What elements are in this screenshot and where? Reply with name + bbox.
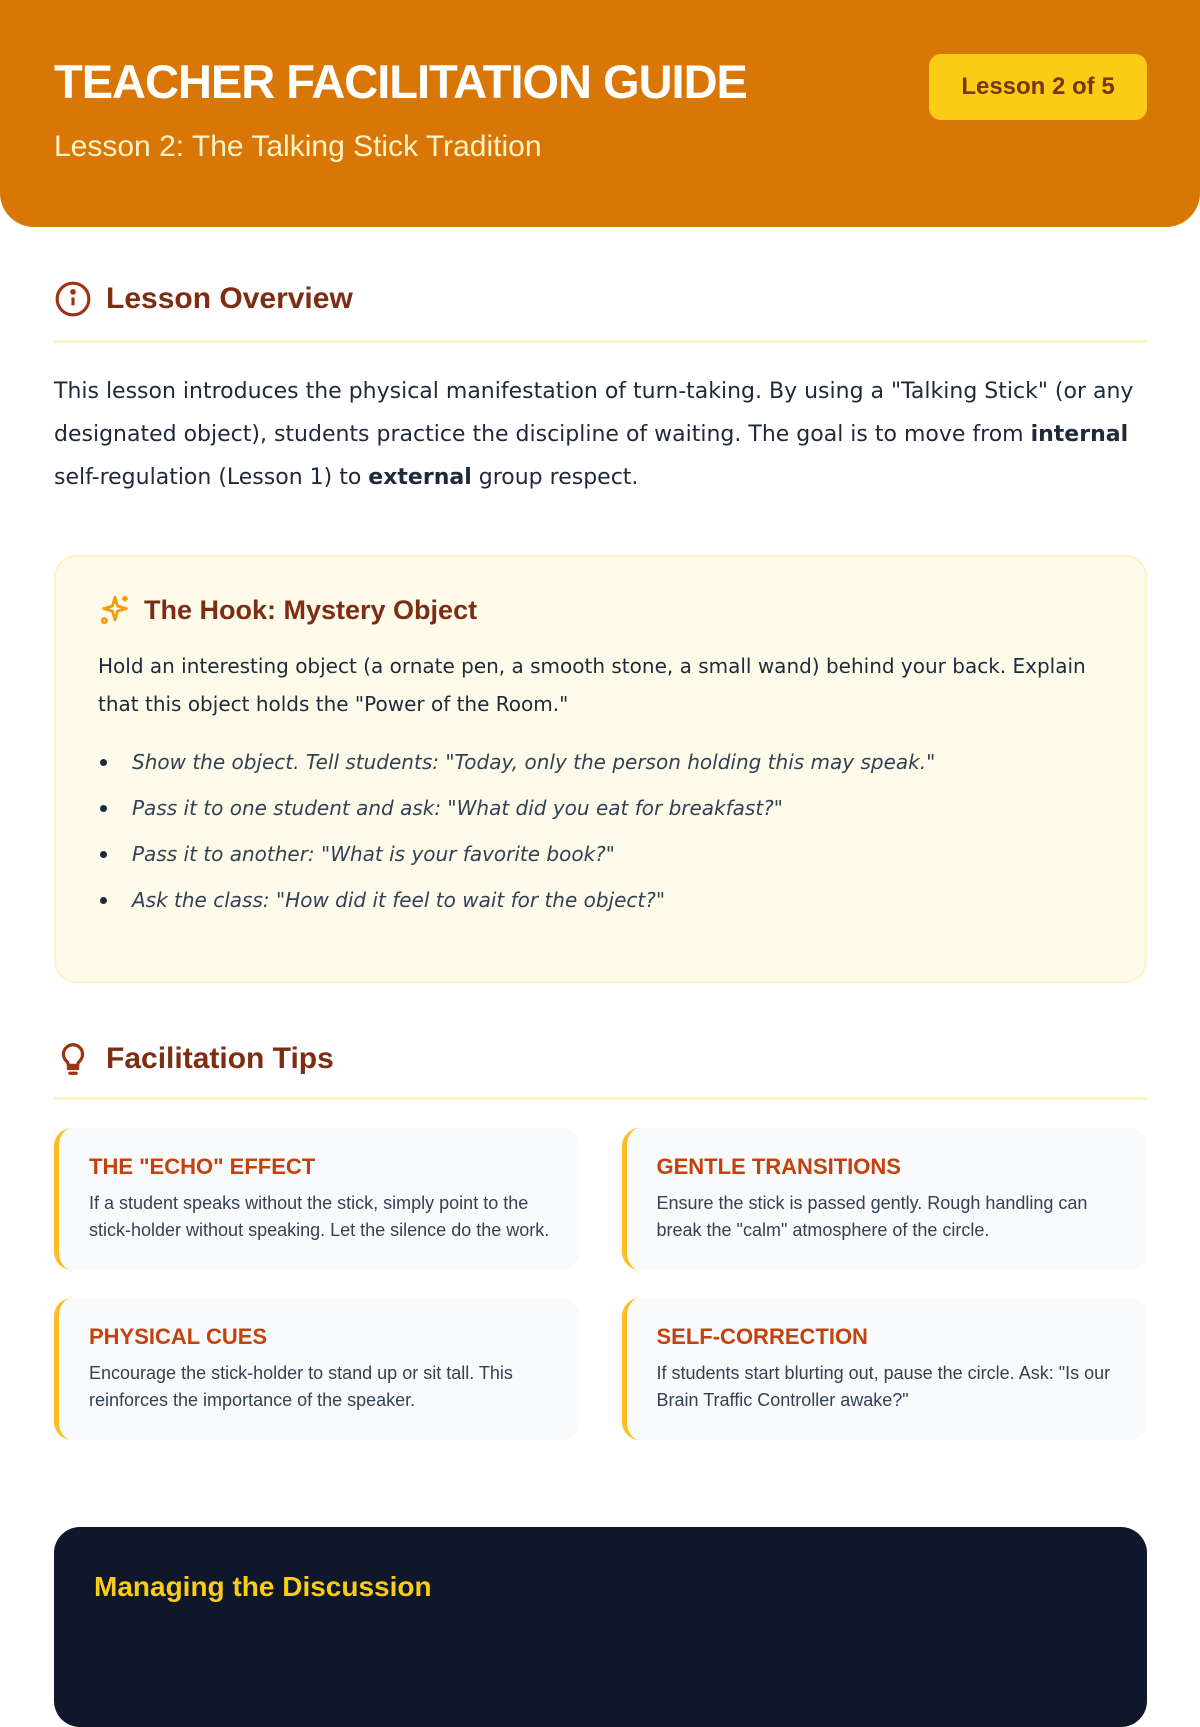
hook-steps <box>98 739 1103 923</box>
discussion-heading: Managing the Discussion <box>94 1571 432 1602</box>
divider <box>54 1097 1147 1100</box>
hook-box <box>54 555 1147 983</box>
list-item: Pass it to one student and ask: "What did you eat for breakfast?" <box>98 785 1103 831</box>
sparkles-icon <box>98 593 132 627</box>
tips-heading: Facilitation Tips <box>54 1040 334 1078</box>
page-header <box>0 0 1200 227</box>
overview-heading-text: Lesson Overview <box>106 282 353 315</box>
list-item: Pass it to another: "What is your favorite book?" <box>98 831 1103 877</box>
tip-card: GENTLE TRANSITIONS Ensure the stick is passed gently. Rough handling can break the "calm" atmosphere of the circle. <box>622 1128 1148 1270</box>
tip-card: PHYSICAL CUES Encourage the stick-holder to stand up or sit tall. This reinforces the importance of the speaker. <box>54 1298 580 1440</box>
lightbulb-icon <box>54 1040 92 1078</box>
hook-text: Hold an interesting object (a ornate pen, a smooth stone, a small wand) behind your back. Explain that this object holds the "Power of the Room." <box>98 654 1086 716</box>
list-item: Ask the class: "How did it feel to wait for the object?" <box>98 877 1103 923</box>
list-item: Show the object. Tell students: "Today, only the person holding this may speak." <box>98 739 1103 785</box>
page-title: TEACHER FACILITATION GUIDE <box>54 55 747 108</box>
divider <box>54 340 1147 343</box>
lesson-subtitle: Lesson 2: The Talking Stick Tradition <box>54 130 542 163</box>
info-circle-icon <box>54 280 92 318</box>
lesson-badge: Lesson 2 of 5 <box>929 54 1147 120</box>
overview-text: This lesson introduces the physical manifestation of turn-taking. By using a "Talking Stick" (or any designated object), students practice the discipline of waiting. The goal is to move from internal self-regulation (Lesson 1) to external group respect. <box>54 379 1134 490</box>
overview-heading <box>54 280 353 318</box>
tip-card: SELF-CORRECTION If students start blurting out, pause the circle. Ask: "Is our Brain Traffic Controller awake?" <box>622 1298 1148 1440</box>
tips-grid <box>54 1128 1147 1440</box>
hook-heading: The Hook: Mystery Object <box>98 593 1103 627</box>
tip-card: THE "ECHO" EFFECT If a student speaks without the stick, simply point to the stick-holder without speaking. Let the silence do the work. <box>54 1128 580 1270</box>
discussion-panel <box>54 1527 1147 1727</box>
